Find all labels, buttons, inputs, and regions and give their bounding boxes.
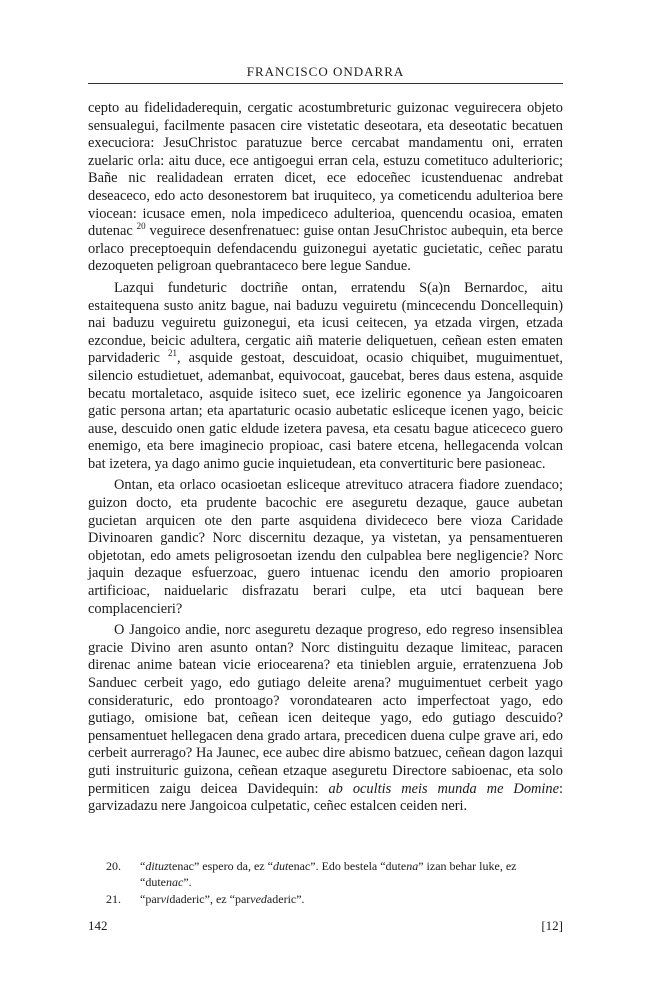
footnote-20 [88, 858, 563, 890]
paragraph-2 [88, 280, 563, 474]
main-text [88, 100, 563, 820]
footnote-21 [88, 891, 563, 907]
footnote-text: “parvidaderic”, ez “parvedaderic”. [140, 892, 305, 906]
header-rule [88, 83, 563, 84]
footnote-text: “dituztenac” espero da, ez “dutenac”. Edo bestela “dutena” izan behar luke, ez “dutenac”. [140, 859, 517, 889]
paragraph-3: Ontan, eta orlaco ocasioetan esliceque atrevituco atracera fiadore zuendaco; guizon docto, eta prudente bacochic ere aseguretu dezaque, gauce aubetan gucietan arquicen ote den parte asquidena dividececo bere vioza Caridade Divinoaren gandic? Norc discernitu dezaque, ya vistetan, ya pensamentueren objetotan, edo amets peligrosoetan izendu den culpablea bere negligencie? Norc jaquin dezaque esfuerzoac, guero intuenac icendu den amorio propioaren artificioac, naiduelaric disfrazatu berari culpe, eta utci baquean bere complacencieri? [88, 477, 563, 617]
paragraph-4-tail: : garvizadazu nere Jangoicoa culpetatic, ceñec estalcen ceiden neri. [88, 780, 563, 815]
sheet-number: [12] [541, 918, 563, 933]
paragraph-2-tail: , asquide gestoat, descuidoat, ocasio chiquibet, muguimentuet, silencio estudietuet, ademanbat, equivocoat, gaucebat, beres daus estena, asquide becatu mortaletaco, asquide isiteco suet, ece izeliric egonence ya Jangoicoaren gatic persona artan; eta apartaturic ocasio aubetatic esliceque icenen yago, beicic ause, descuido onen gatic eldude izetera pavesa, eta cesatu bague aticececo guero enemigo, eta bere imaginecio propioac, casi batere etcena, hellegacenda volcan bat izetera, ya dago animo gucie inquietudean, eta convertituric bere pasioneac. [88, 350, 563, 472]
footnote-ref-20[interactable]: 20 [136, 221, 146, 232]
footnote-number: 21. [106, 892, 121, 906]
paragraph-4 [88, 622, 563, 816]
paragraph-1-text: cepto au fidelidaderequin, cergatic acostumbreturic guizonac veguirecera objeto sensualegui, facilmente pasacen cire vistetatic deseotara, eta deseotatic becatuen execuciora: JesuChristoc paratuzue berce cercabat mandamentu oni, erraten zuelaric orla: aitu duce, ece antigoegui erran cela, estuzu cometituco adulterioric; Bañe nic realidadean erraten dicet, ece edoceñec icustenduenac andrebat deseaceco, edo acto desonestorem bat iruquiteco, ya cometicendu adulterioa bere viocean: icusace emen, nola impediceco adulterioa, quencendu ocasioa, ematen dutenac [88, 100, 563, 240]
footnote-number: 20. [106, 859, 121, 873]
paragraph-4-text: O Jangoico andie, norc aseguretu dezaque progreso, edo regreso insensiblea gracie Divino aren asunto ontan? Norc distinguitu dezaque limiteac, paracen direnac anime batean vicie eriocearena? eta tinieblen arguie, erratenzuena Job Sanduec cerbeit yago, edo gutiago deleite arena? muguimentuet cerbeit yago consideraturic, edo prontoago? vorondatearen acto imperfectoat yago, edo gutiago, omisione bat, ceñean icen deiteque yago, edo gutiago descuido? pensamentuet hellegacen dena grado artara, precedicen duena culpe grave ari, edo cerbeit aurrerago? Ha Jaunec, ece aubec dire abismo batzuec, ceñean dagon lazqui guti instruituric guizona, ceñean etzaque aseguretu Directore sabioenac, eta solo permiticen zaigu deicea Davidequin: [88, 622, 563, 797]
footnote-ref-21[interactable]: 21 [167, 348, 177, 359]
page-number: 142 [88, 918, 108, 933]
latin-quote: ab ocultis meis munda me Domine [328, 780, 559, 797]
paragraph-1-tail: veguirece desenfrenatuec: guise ontan JesuChristoc aubequin, eta berce orlaco preceptoequin defendacendu guizonegui ayetatic gucietatic, ceñec paratu dezoqueten peligroan quebrantaceco bere legue Sandue. [88, 223, 563, 275]
paragraph-2-text: Lazqui fundeturic doctriñe ontan, erratendu S(a)n Bernardoc, aitu estaitequena susto anitz bague, nai baduzu veguiretu (mincecendu Doncellequin) nai baduzu veguiretu guizonegui, eta icusi ceitecen, ya etzada virgen, etzada ezcondue, beicic adultera, cergatic aiñ materie deliquetuen, ceñean esten ematen parvidaderic [88, 279, 563, 367]
footnotes [88, 858, 563, 908]
paragraph-1 [88, 100, 563, 276]
running-header: FRANCISCO ONDARRA [246, 64, 405, 79]
